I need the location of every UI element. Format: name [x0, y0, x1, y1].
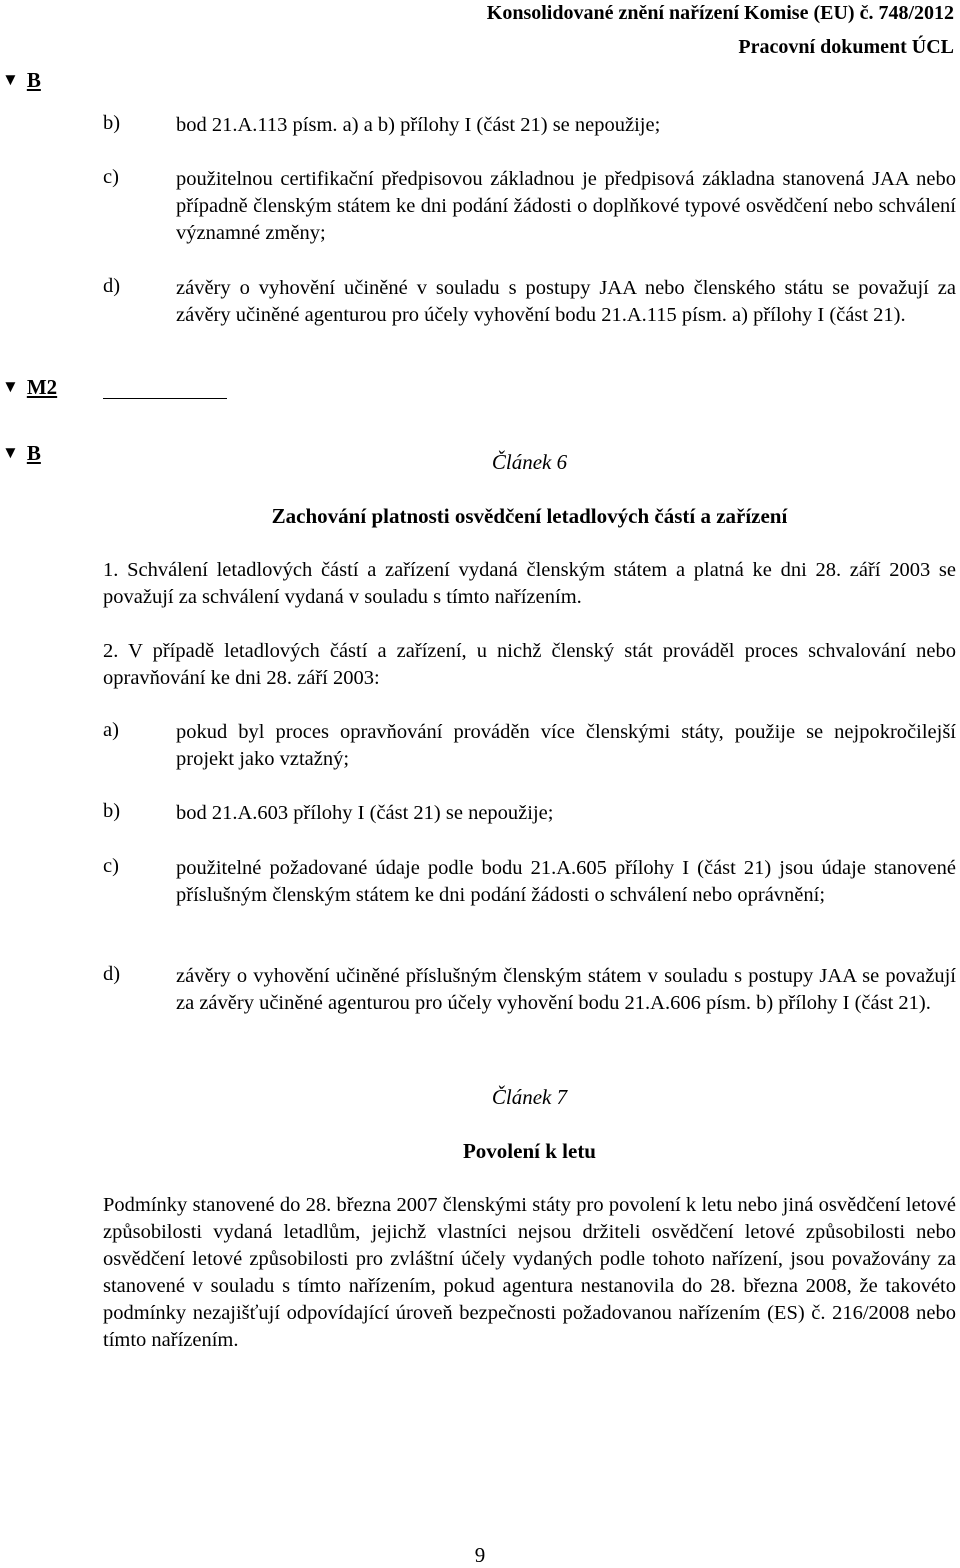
down-triangle-icon: ▼	[2, 377, 19, 396]
list-item-label: d)	[103, 963, 121, 985]
article-7-paragraph: Podmínky stanovené do 28. března 2007 členskými státy pro povolení k letu nebo jiná osvědčení letové způsobilosti vydaná letadlům, jejichž vlastníci nejsou držiteli osvědčení letové způsobilosti nebo osvědčení letové způsobilosti pro zvláštní účely vydaných podle tohoto nařízení, jsou považovány za stanovené v souladu s tímto nařízením, pokud agentura nestanovila do 28. března 2008, že takovéto podmínky nezajišťují odpovídající úroveň bezpečnosti požadovanou nařízením (ES) č. 216/2008 nebo tímto nařízením.	[103, 1194, 956, 1351]
list-item-text: pokud byl proces opravňování prováděn více členskými státy, použije se nejpokročilejší projekt jako vztažný;	[176, 721, 956, 770]
list-item-text: použitelné požadované údaje podle bodu 21.A.605 přílohy I (část 21) jsou údaje stanovené příslušným členským státem ke dni podání žádosti o schválení nebo oprávnění;	[176, 857, 956, 906]
page-number: 9	[474, 1543, 486, 1567]
amendment-marker-m2	[2, 375, 57, 400]
article-6-title: Článek 6	[491, 450, 568, 474]
article-6-paragraph-2: 2. V případě letadlových částí a zařízení, u nichž členský stát prováděl proces schvalování nebo opravňování ke dni 28. září 2003:	[103, 640, 956, 689]
marker-code: B	[26, 441, 41, 465]
footnote-separator-line	[103, 398, 227, 399]
list-item-text: závěry o vyhovění učiněné příslušným členským státem v souladu s postupy JAA se považují za závěry učiněné agenturou pro účely vyhovění bodu 21.A.606 písm. b) přílohy I (část 21).	[176, 965, 956, 1014]
down-triangle-icon: ▼	[2, 443, 19, 462]
marker-code: M2	[26, 375, 58, 399]
list-item-label: b)	[103, 800, 121, 822]
list-item-label: c)	[103, 166, 119, 188]
list-item-text: použitelnou certifikační předpisovou základnou je předpisová základna stanovená JAA nebo případně členským státem ke dni podání žádosti o doplňkové typové osvědčení nebo schválení významné změny;	[176, 168, 956, 244]
list-item-text: bod 21.A.113 písm. a) a b) přílohy I (část 21) se nepoužije;	[176, 114, 661, 136]
list-item-label: c)	[103, 855, 119, 877]
article-7-title: Článek 7	[491, 1085, 568, 1109]
article-6-subtitle: Zachování platnosti osvědčení letadlových částí a zařízení	[271, 504, 788, 528]
list-item-text: závěry o vyhovění učiněné v souladu s postupy JAA nebo členského státu se považují za závěry učiněné agenturou pro účely vyhovění bodu 21.A.115 písm. a) přílohy I (část 21).	[176, 277, 956, 326]
list-item-label: d)	[103, 275, 121, 297]
amendment-marker-b-article6	[2, 441, 41, 466]
article-7-subtitle: Povolení k letu	[462, 1139, 596, 1163]
document-header-subtitle: Pracovní dokument ÚCL	[738, 36, 954, 58]
list-item-text: bod 21.A.603 přílohy I (část 21) se nepoužije;	[176, 802, 554, 824]
document-header-title: Konsolidované znění nařízení Komise (EU) č. 748/2012	[486, 2, 954, 24]
amendment-marker-b-top	[2, 68, 41, 93]
list-item-label: b)	[103, 112, 121, 134]
article-6-paragraph-1: 1. Schválení letadlových částí a zařízení vydaná členským státem a platná ke dni 28. září 2003 se považují za schválení vydaná v souladu s tímto nařízením.	[103, 559, 956, 608]
list-item-label: a)	[103, 719, 119, 741]
down-triangle-icon: ▼	[2, 70, 19, 89]
marker-code: B	[26, 68, 41, 92]
